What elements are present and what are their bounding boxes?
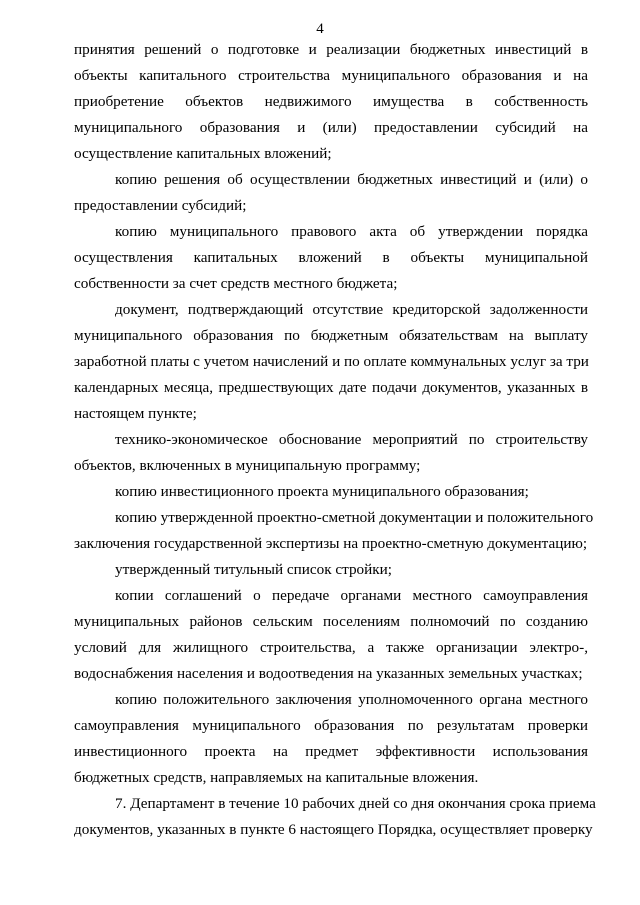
text-line: принятия решений о подготовке и реализации бюджетных инвестиций в (74, 41, 588, 58)
text-line: предоставлении субсидий; (74, 197, 247, 214)
text-line: календарных месяца, предшествующих дате подачи документов, указанных в (74, 379, 588, 396)
text-line: приобретение объектов недвижимого имущества в собственность (74, 93, 588, 110)
text-line: копию решения об осуществлении бюджетных инвестиций и (или) о (115, 171, 588, 188)
paragraph (74, 791, 596, 843)
paragraph (74, 479, 588, 505)
page-number: 4 (316, 21, 324, 37)
text-line: заключения государственной экспертизы на проектно-сметную документацию; (74, 535, 588, 552)
text-line: осуществление капитальных вложений; (74, 145, 332, 162)
text-line: копию инвестиционного проекта муниципального образования; (115, 483, 529, 500)
paragraph (74, 557, 588, 583)
text-line: инвестиционного проекта на предмет эффективности использования (74, 743, 588, 760)
text-line: копии соглашений о передаче органами местного самоуправления (115, 587, 588, 604)
text-line: осуществления капитальных вложений в объекты муниципальной (74, 249, 588, 266)
text-line: муниципального образования и (или) предоставлении субсидий на (74, 119, 588, 136)
paragraph (74, 297, 588, 427)
text-line: документов, указанных в пункте 6 настоящего Порядка, осуществляет проверку (74, 821, 593, 838)
document-body (74, 37, 596, 843)
text-line: копию положительного заключения уполномоченного органа местного (115, 691, 588, 708)
text-line: водоснабжения населения и водоотведения на указанных земельных участках; (74, 665, 583, 682)
text-line: объекты капитального строительства муниципального образования и на (74, 67, 588, 84)
paragraph (74, 219, 588, 297)
text-line: утвержденный титульный список стройки; (115, 561, 392, 578)
paragraph (74, 427, 588, 479)
paragraph (74, 505, 594, 557)
text-line: собственности за счет средств местного бюджета; (74, 275, 398, 292)
text-line: муниципального образования по бюджетным обязательствам на выплату (74, 327, 588, 344)
text-line: копию муниципального правового акта об утверждении порядка (115, 223, 588, 240)
text-line: условий для жилищного строительства, а также организации электро-, (74, 639, 588, 656)
text-line: 7. Департамент в течение 10 рабочих дней со дня окончания срока приема (115, 795, 596, 812)
text-line: объектов, включенных в муниципальную программу; (74, 457, 421, 474)
paragraph (74, 37, 588, 167)
paragraph (74, 687, 588, 791)
text-line: настоящем пункте; (74, 405, 197, 422)
text-line: технико-экономическое обоснование мероприятий по строительству (115, 431, 588, 448)
text-line: документ, подтверждающий отсутствие кредиторской задолженности (115, 301, 588, 318)
text-line: бюджетных средств, направляемых на капитальные вложения. (74, 769, 479, 786)
text-line: копию утвержденной проектно-сметной документации и положительного (115, 509, 594, 526)
text-line: самоуправления муниципального образования по результатам проверки (74, 717, 588, 734)
text-line: муниципальных районов сельским поселениям полномочий по созданию (74, 613, 588, 630)
paragraph (74, 167, 588, 219)
text-line: заработной платы с учетом начислений и по оплате коммунальных услуг за три (74, 353, 589, 370)
paragraph (74, 583, 588, 687)
